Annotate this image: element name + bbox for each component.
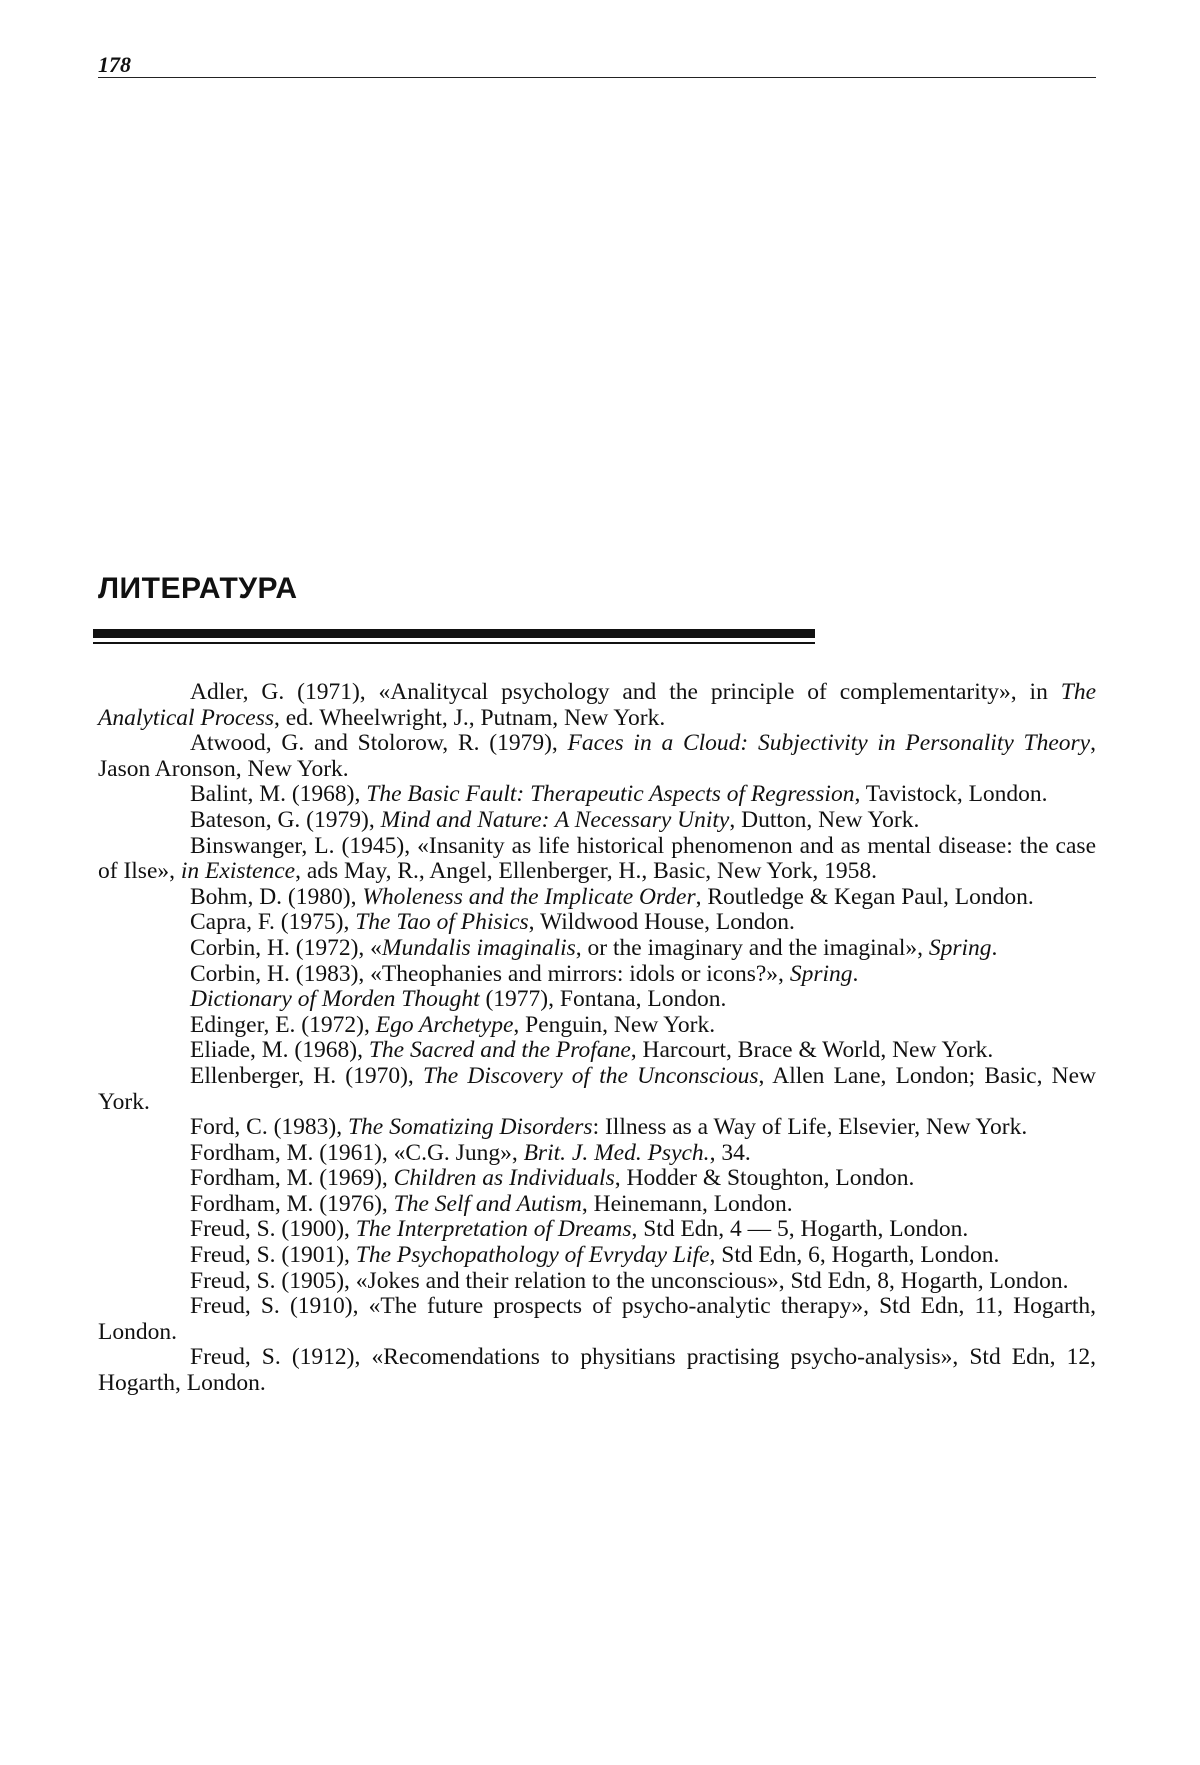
bibliography-entry: Freud, S. (1910), «The future prospects of psycho-analytic therapy», Std Edn, 11, Hogarth, London. bbox=[98, 1294, 1096, 1345]
heading-rule-thin bbox=[93, 642, 815, 644]
bibliography-entry: Eliade, M. (1968), The Sacred and the Profane, Harcourt, Brace & World, New York. bbox=[98, 1038, 1096, 1064]
bibliography-entry: Bohm, D. (1980), Wholeness and the Implicate Order, Routledge & Kegan Paul, London. bbox=[98, 885, 1096, 911]
bibliography-entry: Freud, S. (1905), «Jokes and their relation to the unconscious», Std Edn, 8, Hogarth, London. bbox=[98, 1269, 1096, 1295]
bibliography-entry: Dictionary of Morden Thought (1977), Fontana, London. bbox=[98, 987, 1096, 1013]
bibliography-entry: Fordham, M. (1969), Children as Individuals, Hodder & Stoughton, London. bbox=[98, 1166, 1096, 1192]
page-number: 178 bbox=[98, 52, 131, 78]
bibliography-entry: Bateson, G. (1979), Mind and Nature: A Necessary Unity, Dutton, New York. bbox=[98, 808, 1096, 834]
bibliography-entry: Corbin, H. (1983), «Theophanies and mirrors: idols or icons?», Spring. bbox=[98, 962, 1096, 988]
section-heading: ЛИТЕРАТУРА bbox=[98, 572, 298, 606]
bibliography-entry: Freud, S. (1900), The Interpretation of Dreams, Std Edn, 4 — 5, Hogarth, London. bbox=[98, 1217, 1096, 1243]
bibliography-entry: Balint, M. (1968), The Basic Fault: Therapeutic Aspects of Regression, Tavistock, London. bbox=[98, 782, 1096, 808]
header-rule bbox=[98, 77, 1096, 78]
bibliography-entry: Freud, S. (1912), «Recomendations to physitians practising psycho-analysis», Std Edn, 12, Hogarth, London. bbox=[98, 1345, 1096, 1396]
bibliography-entry: Binswanger, L. (1945), «Insanity as life historical phenomenon and as mental disease: the case of Ilse», in Existence, ads May, R., Angel, Ellenberger, H., Basic, New York, 1958. bbox=[98, 834, 1096, 885]
heading-rule-thick bbox=[93, 629, 815, 638]
bibliography-entry: Ellenberger, H. (1970), The Discovery of the Unconscious, Allen Lane, London; Basic, New York. bbox=[98, 1064, 1096, 1115]
bibliography-entry: Edinger, E. (1972), Ego Archetype, Penguin, New York. bbox=[98, 1013, 1096, 1039]
bibliography-entry: Corbin, H. (1972), «Mundalis imaginalis, or the imaginary and the imaginal», Spring. bbox=[98, 936, 1096, 962]
bibliography-entry: Ford, C. (1983), The Somatizing Disorders: Illness as a Way of Life, Elsevier, New York. bbox=[98, 1115, 1096, 1141]
bibliography-entry: Fordham, M. (1976), The Self and Autism, Heinemann, London. bbox=[98, 1192, 1096, 1218]
bibliography-entry: Fordham, M. (1961), «C.G. Jung», Brit. J. Med. Psych., 34. bbox=[98, 1141, 1096, 1167]
bibliography-entry: Capra, F. (1975), The Tao of Phisics, Wildwood House, London. bbox=[98, 910, 1096, 936]
bibliography-entry: Adler, G. (1971), «Analitycal psychology and the principle of complementarity», in The Analytical Process, ed. Wheelwright, J., Putnam, New York. bbox=[98, 680, 1096, 731]
bibliography-entry: Atwood, G. and Stolorow, R. (1979), Faces in a Cloud: Subjectivity in Personality Theory, Jason Aronson, New York. bbox=[98, 731, 1096, 782]
bibliography-entry: Freud, S. (1901), The Psychopathology of Evryday Life, Std Edn, 6, Hogarth, London. bbox=[98, 1243, 1096, 1269]
bibliography-list bbox=[98, 680, 1096, 1397]
